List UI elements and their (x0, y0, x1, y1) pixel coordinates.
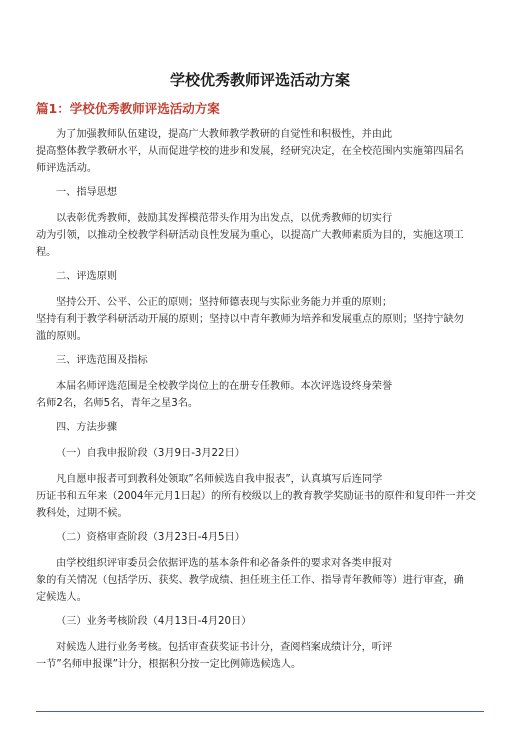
step-qualification-review: （二）资格审查阶段（3月23日-4月5日） (56, 532, 245, 543)
paragraph-line: 滥的原则。 (36, 331, 87, 342)
paragraph-line: 程。 (36, 247, 57, 258)
paragraph-line: 坚持有利于教学科研活动开展的原则；坚持以中青年教师为培养和发展重点的原则；坚持宁缺勿 (36, 314, 464, 325)
paragraph-line: 定候选人。 (36, 592, 87, 603)
paragraph-line: 象的有关情况（包括学历、获奖、教学成绩、担任班主任工作、指导青年教师等）进行审查，确 (36, 575, 464, 586)
paragraph-line: 为了加强教师队伍建设，提高广大教师教学教研的自觉性和积极性，并由此 (56, 129, 393, 140)
heading-methods: 四、方法步骤 (56, 422, 118, 433)
heading-scope-and-quota: 三、评选范围及指标 (56, 355, 148, 366)
qualification-review-paragraph (36, 555, 492, 606)
paragraph-line: 历证书和五年来（2004年元月1日起）的所有校级以上的教育教学奖励证书的原件和复印件一并交 (36, 491, 476, 502)
guiding-ideology-paragraph (36, 210, 492, 261)
paragraph-line: 师评选活动。 (36, 163, 98, 174)
paragraph-line: 以表彰优秀教师，鼓励其发挥模范带头作用为出发点，以优秀教师的切实行 (56, 213, 393, 224)
paragraph-line: 由学校组织评审委员会依据评选的基本条件和必备条件的要求对各类申报对 (56, 558, 393, 569)
paragraph-line: 对候选人进行业务考核。包括审查获奖证书计分，查阅档案成绩计分，听评 (56, 642, 393, 653)
step-self-application: （一）自我申报阶段（3月9日-3月22日） (56, 448, 245, 459)
business-assessment-paragraph (36, 639, 492, 673)
paragraph-line: 名师2名，名师5名，青年之星3名。 (36, 398, 199, 409)
heading-guiding-ideology: 一、指导思想 (56, 187, 118, 198)
paragraph-line: 动为引领，以推动全校教学科研活动良性发展为重心，以提高广大教师素质为目的，实施这项工 (36, 230, 464, 241)
paragraph-line: 本届名师评选范围是全校教学岗位上的在册专任教师。本次评选设终身荣誉 (56, 381, 393, 392)
paragraph-line: 坚持公开、公平、公正的原则；坚持师德表现与实际业务能力并重的原则； (56, 297, 393, 308)
self-application-paragraph (36, 471, 492, 522)
paragraph-line: 一节”名师申报课”计分，根据积分按一定比例筛选候选人。 (36, 659, 302, 670)
section-heading: 篇1：学校优秀教师评选活动方案 (36, 101, 220, 116)
paragraph-line: 凡自愿申报者可到教科处领取”名师候选自我申报表”，认真填写后连同学 (56, 474, 383, 485)
paragraph-line: 提高整体教学教研水平，从而促进学校的进步和发展，经研究决定，在全校范围内实施第四届名 (36, 146, 464, 157)
paragraph-line: 教科处，过期不候。 (36, 508, 128, 519)
selection-principles-paragraph (36, 294, 492, 345)
document-title: 学校优秀教师评选活动方案 (169, 71, 350, 89)
bottom-divider (36, 711, 484, 712)
heading-selection-principles: 二、评选原则 (56, 271, 118, 282)
intro-paragraph (36, 126, 492, 177)
scope-paragraph (36, 378, 492, 412)
step-business-assessment: （三）业务考核阶段（4月13日-4月20日） (56, 616, 252, 627)
